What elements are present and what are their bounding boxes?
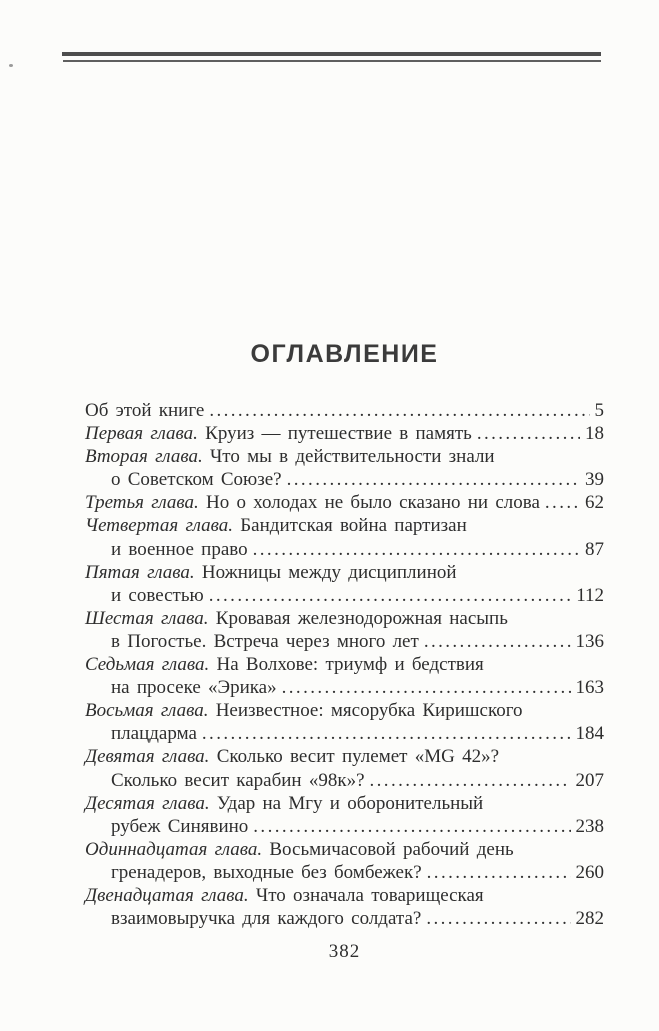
toc-entry — [85, 653, 604, 676]
entry-page-number: 260 — [575, 861, 604, 883]
toc-entry — [85, 745, 604, 768]
entry-page-number: 207 — [575, 769, 604, 791]
entry-text — [85, 699, 523, 722]
toc-entry-continuation — [85, 676, 604, 699]
dot-leader — [209, 399, 589, 422]
toc-entry-continuation — [85, 538, 604, 561]
entry-title: Восьмичасовой рабочий день — [269, 838, 514, 860]
toc-entry-continuation — [85, 861, 604, 884]
scan-speck — [9, 64, 13, 67]
entry-page-number: 136 — [575, 630, 604, 652]
chapter-label: Одиннадцатая глава. — [85, 838, 263, 860]
entry-text — [85, 884, 484, 907]
entry-title: Сколько весит карабин «98к»? — [111, 769, 365, 791]
toc-entry-continuation — [85, 468, 604, 491]
chapter-label: Седьмая глава. — [85, 654, 210, 676]
toc-entry — [85, 838, 604, 861]
entry-page-number: 18 — [585, 423, 604, 445]
entry-title: и совестью — [111, 584, 204, 606]
entry-text — [85, 792, 483, 815]
entry-text — [111, 769, 365, 792]
toc-entry-continuation — [85, 769, 604, 792]
entry-title: плацдарма — [111, 723, 197, 745]
entry-page-number: 184 — [575, 723, 604, 745]
chapter-label: Третья глава. — [85, 492, 199, 514]
entry-page-number: 5 — [594, 400, 604, 421]
entry-page-number: 282 — [575, 908, 604, 930]
entry-title: На Волхове: триумф и бедствия — [216, 654, 484, 676]
dot-leader — [424, 630, 571, 653]
dot-leader — [209, 584, 571, 607]
entry-title: Удар на Мгу и оборонительный — [216, 792, 484, 814]
toc-entry-continuation — [85, 907, 604, 930]
toc-entry-continuation — [85, 630, 604, 653]
folio-page-number: 382 — [328, 941, 361, 962]
entry-title: Неизвестное: мясорубка Киришского — [215, 700, 523, 722]
header-rule-thin — [63, 60, 601, 62]
entry-title: и военное право — [111, 538, 248, 560]
entry-text — [111, 468, 282, 491]
dot-leader — [202, 722, 571, 745]
entry-text — [85, 607, 508, 630]
toc-entry-continuation — [85, 584, 604, 607]
entry-title: Сколько весит пулемет «MG 42»? — [216, 746, 500, 768]
entry-title: на просеке «Эрика» — [111, 677, 277, 699]
toc-entry-continuation — [85, 722, 604, 745]
dot-leader — [253, 538, 580, 561]
entry-text — [85, 491, 540, 514]
entry-page-number: 238 — [575, 815, 604, 837]
toc-entry — [85, 491, 604, 514]
entry-title: Кровавая железнодорожная насыпь — [215, 607, 508, 629]
page-title: ОГЛАВЛЕНИЕ — [250, 340, 439, 368]
entry-title: в Погостье. Встреча через много лет — [111, 630, 419, 652]
entry-title: Но о холодах не было сказано ни слова — [206, 492, 540, 514]
entry-text — [111, 861, 422, 884]
entry-page-number: 112 — [576, 584, 604, 606]
entry-title: Что мы в действительности знали — [209, 446, 495, 468]
entry-text — [85, 399, 204, 422]
entry-title: гренадеров, выходные без бомбежек? — [111, 861, 422, 883]
toc-entry — [85, 422, 604, 445]
toc-entry — [85, 561, 604, 584]
entry-text — [85, 422, 472, 445]
entry-text — [111, 907, 421, 930]
chapter-label: Первая глава. — [85, 423, 198, 445]
toc-entry — [85, 514, 604, 537]
chapter-label: Пятая глава. — [85, 561, 195, 583]
toc-entry — [85, 699, 604, 722]
entry-title: Об этой книге — [85, 400, 205, 421]
entry-text — [85, 745, 499, 768]
toc-entry-continuation — [85, 815, 604, 838]
chapter-label: Девятая глава. — [85, 746, 210, 768]
entry-text — [85, 514, 467, 537]
chapter-label: Десятая глава. — [85, 792, 210, 814]
toc-entry — [85, 884, 604, 907]
dot-leader — [426, 907, 570, 930]
entry-title: взаимовыручка для каждого солдата? — [111, 908, 422, 930]
entry-text — [85, 838, 514, 861]
dot-leader — [253, 815, 570, 838]
toc-entry — [85, 399, 604, 422]
dot-leader — [545, 491, 580, 514]
entry-page-number: 87 — [585, 538, 604, 560]
entry-title: рубеж Синявино — [111, 815, 249, 837]
entry-page-number: 163 — [575, 677, 604, 699]
entry-title: Круиз — путешествие в память — [205, 423, 472, 445]
toc-entry — [85, 445, 604, 468]
dot-leader — [427, 861, 571, 884]
chapter-label: Двенадцатая глава. — [85, 884, 249, 906]
entry-text — [111, 630, 419, 653]
dot-leader — [282, 676, 571, 699]
toc-entry — [85, 607, 604, 630]
chapter-label: Шестая глава. — [85, 607, 209, 629]
entry-text — [85, 445, 495, 468]
entry-text — [111, 584, 204, 607]
entry-text — [85, 561, 457, 584]
entry-text — [111, 538, 248, 561]
dot-leader — [287, 468, 580, 491]
entry-text — [111, 722, 197, 745]
entry-page-number: 62 — [585, 492, 604, 514]
entry-page-number: 39 — [585, 469, 604, 491]
entry-title: о Советском Союзе? — [111, 469, 282, 491]
entry-title: Бандитская война партизан — [240, 515, 467, 537]
entry-title: Ножницы между дисциплиной — [201, 561, 457, 583]
dot-leader — [370, 769, 571, 792]
chapter-label: Восьмая глава. — [85, 700, 209, 722]
dot-leader — [477, 422, 580, 445]
entry-text — [85, 653, 484, 676]
entry-title: Что означала товарищеская — [255, 884, 484, 906]
chapter-label: Четвертая глава. — [85, 515, 234, 537]
entry-text — [111, 815, 248, 838]
toc-list — [85, 399, 604, 930]
chapter-label: Вторая глава. — [85, 446, 203, 468]
toc-entry — [85, 792, 604, 815]
header-rule-thick — [62, 52, 601, 56]
entry-text — [111, 676, 277, 699]
